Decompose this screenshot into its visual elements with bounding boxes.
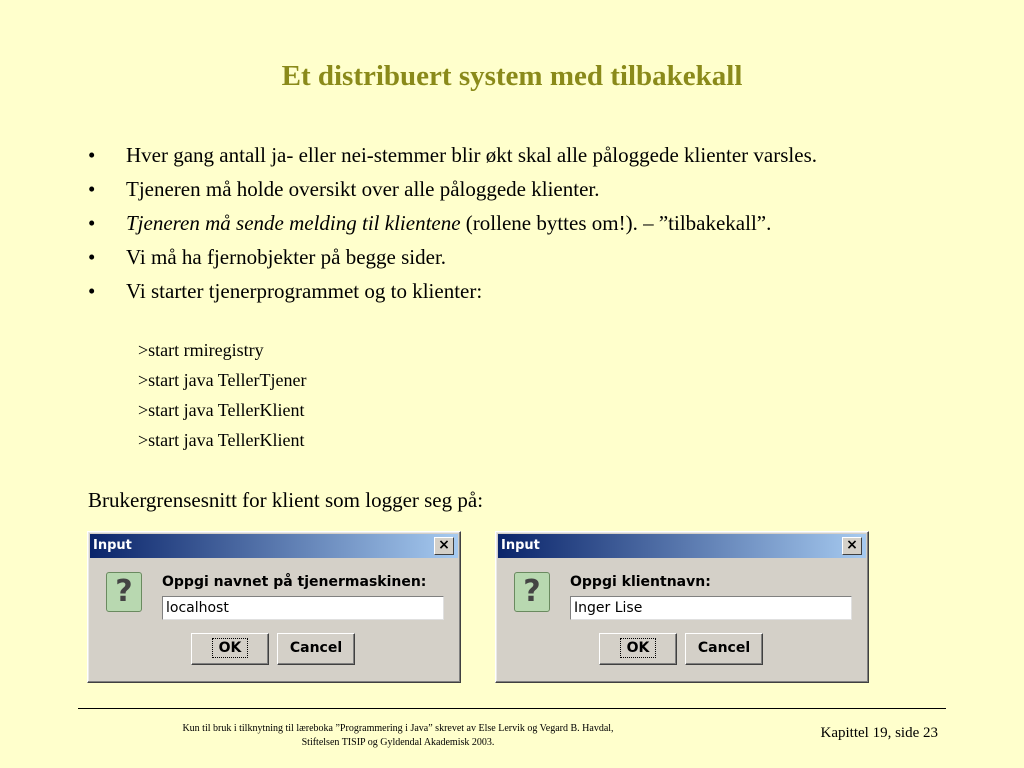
bullet-item bbox=[88, 210, 948, 236]
bullet-text: Tjeneren må holde oversikt over alle påloggede klienter. bbox=[126, 177, 600, 201]
bullet-text-italic: Tjeneren må sende melding til klientene bbox=[126, 211, 461, 235]
close-icon: × bbox=[438, 537, 450, 553]
bullet-text: Vi må ha fjernobjekter på begge sider. bbox=[126, 245, 447, 269]
bullet-dot: • bbox=[88, 245, 96, 269]
question-icon: ? bbox=[514, 572, 550, 612]
bullet-item bbox=[88, 142, 948, 168]
ok-label: OK bbox=[620, 638, 657, 658]
footer-divider bbox=[78, 708, 946, 709]
ok-button[interactable] bbox=[599, 633, 677, 665]
bullet-item bbox=[88, 278, 948, 304]
bullet-item bbox=[88, 244, 948, 270]
footer-credit bbox=[118, 722, 678, 750]
bullet-text: (rollene byttes om!). – ”tilbakekall”. bbox=[460, 211, 772, 235]
ok-label: OK bbox=[212, 638, 249, 658]
bullet-dot: • bbox=[88, 143, 96, 167]
bullet-dot: • bbox=[88, 211, 96, 235]
dialog-prompt: Oppgi klientnavn: bbox=[570, 574, 711, 590]
close-icon: × bbox=[846, 537, 858, 553]
bullet-text: Vi starter tjenerprogrammet og to klienter: bbox=[126, 279, 483, 303]
cancel-button[interactable]: Cancel bbox=[277, 633, 355, 665]
dialog-prompt: Oppgi navnet på tjenermaskinen: bbox=[162, 574, 427, 590]
command-line: >start java TellerKlient bbox=[138, 400, 305, 420]
bullet-dot: • bbox=[88, 177, 96, 201]
bullet-item bbox=[88, 176, 948, 202]
question-icon: ? bbox=[106, 572, 142, 612]
bullet-list bbox=[88, 142, 948, 312]
close-button[interactable] bbox=[434, 537, 454, 555]
close-button[interactable] bbox=[842, 537, 862, 555]
command-line: >start java TellerTjener bbox=[138, 370, 307, 390]
server-name-input[interactable]: localhost bbox=[162, 596, 444, 620]
ok-button[interactable] bbox=[191, 633, 269, 665]
input-dialog-server bbox=[87, 531, 461, 683]
page-number: Kapittel 19, side 23 bbox=[820, 725, 938, 741]
bullet-text: Hver gang antall ja- eller nei-stemmer blir økt skal alle påloggede klienter varsles. bbox=[126, 143, 817, 167]
cancel-button[interactable]: Cancel bbox=[685, 633, 763, 665]
footer-credit-line: Stiftelsen TISIP og Gyldendal Akademisk 2003. bbox=[301, 737, 495, 748]
dialog-title: Input bbox=[501, 538, 540, 553]
client-name-input[interactable]: Inger Lise bbox=[570, 596, 852, 620]
footer-credit-line: Kun til bruk i tilknytning til læreboka ”Programmering i Java” skrevet av Else Lervik og Vegard B. Havdal, bbox=[182, 723, 614, 734]
dialog-titlebar[interactable] bbox=[498, 534, 866, 558]
bullet-dot: • bbox=[88, 279, 96, 303]
slide-title: Et distribuert system med tilbakekall bbox=[281, 60, 743, 92]
dialog-title: Input bbox=[93, 538, 132, 553]
command-line: >start java TellerKlient bbox=[138, 430, 305, 450]
dialog-titlebar[interactable] bbox=[90, 534, 458, 558]
command-list bbox=[138, 339, 306, 459]
ui-caption: Brukergrensesnitt for klient som logger seg på: bbox=[88, 488, 484, 512]
input-dialog-client bbox=[495, 531, 869, 683]
command-line: >start rmiregistry bbox=[138, 340, 264, 360]
